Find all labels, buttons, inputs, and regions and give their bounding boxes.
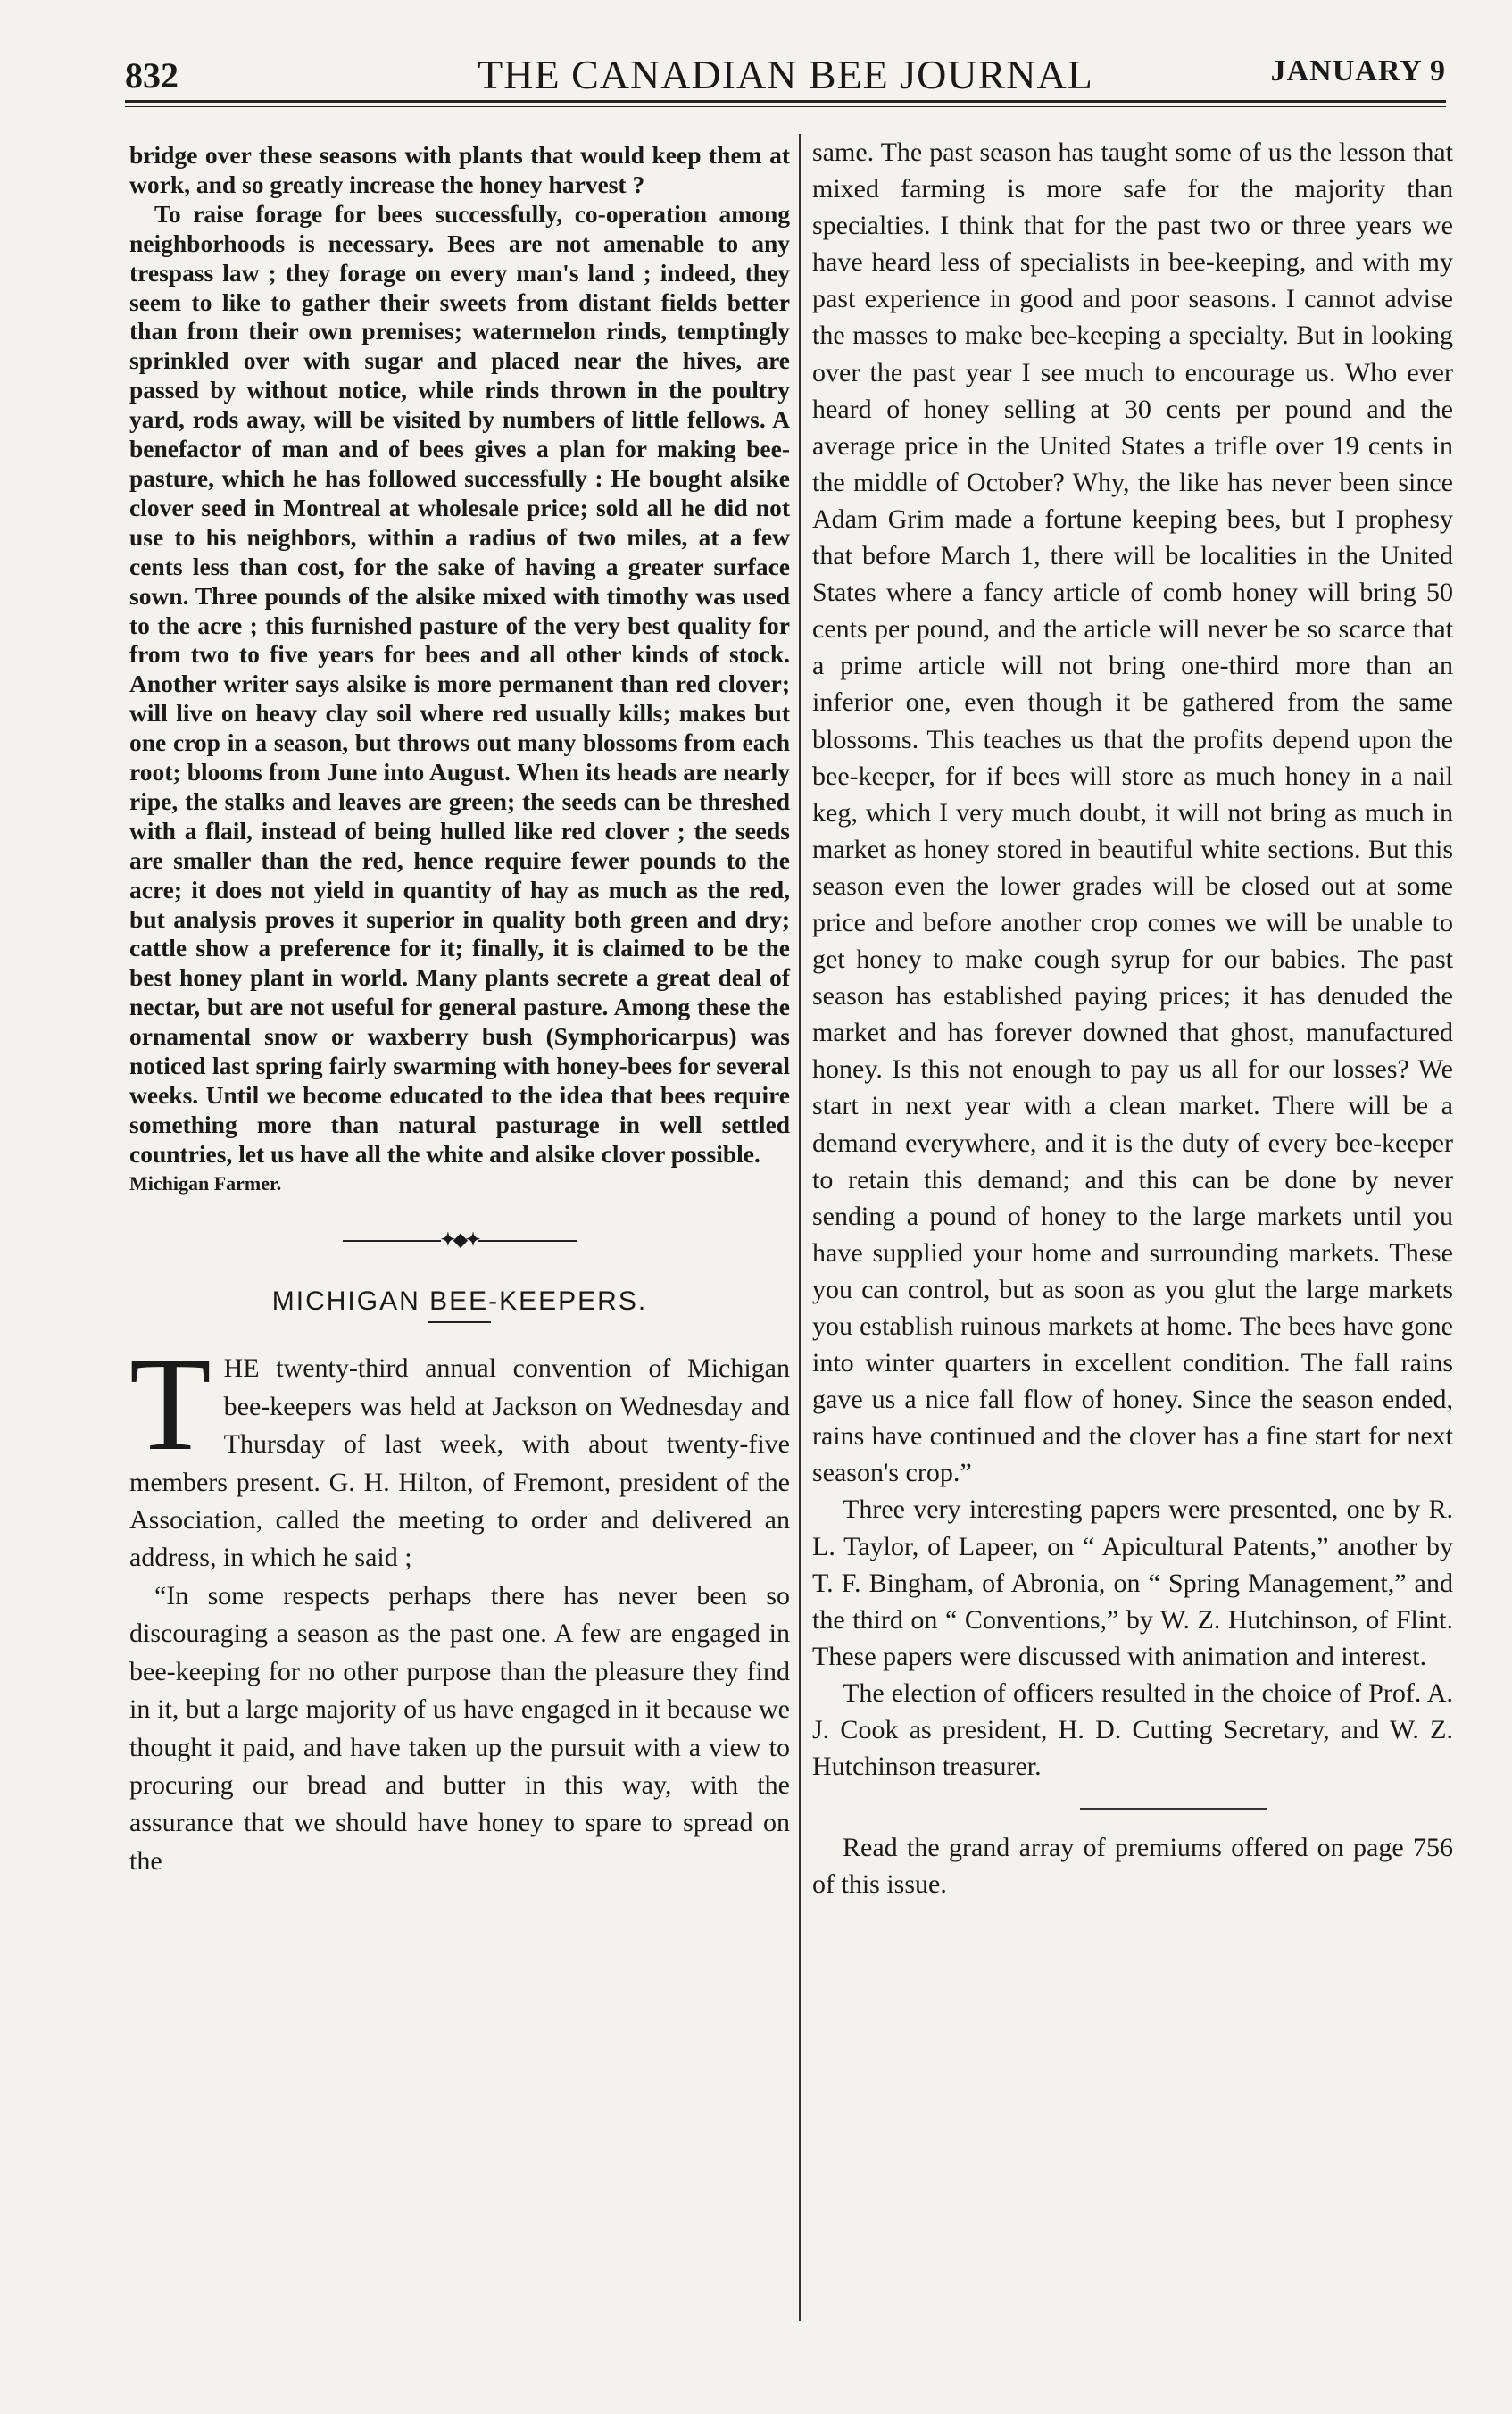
right-column [812, 134, 1453, 1902]
election-paragraph: The election of officers resulted in the choice of Prof. A. J. Cook as president, H. D. Cutting Secretary, and W. Z. Hutchinson treasurer. [812, 1677, 1453, 1782]
article-intro-paragraph [129, 1330, 790, 1577]
article-intro-text: HE twenty-third annual convention of Michigan bee-keepers was held at Jackson on Wednesday and Thursday of last week, with about twenty-five members present. G. H. Hilton, of Fremont, president of the Association, called the meeting to order and delivered an address, in which he said ; [129, 1353, 790, 1573]
premiums-notice: Read the grand array of premiums offered on page 756 of this issue. [812, 1833, 1453, 1900]
drop-cap: T [129, 1330, 212, 1479]
page-number: 832 [125, 55, 179, 96]
notice-rule [1080, 1808, 1267, 1810]
journal-title: THE CANADIAN BEE JOURNAL [478, 52, 1093, 97]
heading-rule [428, 1321, 491, 1323]
page-header [125, 49, 1446, 103]
address-quote-paragraph: “In some respects perhaps there has never been so discouraging a season as the past one. A few are engaged in bee-keeping for no other purpose than the pleasure they find in it, but a large majority of us have engaged in it because we thought it paid, and have taken up the pursuit with a view to procuring our bread and butter in this way, with the assurance that we should have honey to spare to spread on the [129, 1580, 790, 1876]
address-continuation-paragraph: same. The past season has taught some of us the lesson that mixed farming is more safe for the majority than specialties. I think that for the past two or three years we have heard less of specialists in bee-keeping, and with my past experience in good and poor seasons. I cannot advise the masses to make bee-keeping a specialty. But in looking over the past year I see much to encourage us. Who ever heard of honey selling at 30 cents per pound and the average price in the United States a trifle over 19 cents in the middle of October? Why, the like has never been since Adam Grim made a fortune keeping bees, but I prophesy that before March 1, there will be localities in the United States where a fancy article of comb honey will bring 50 cents per pound, and the article will never be so scarce that a prime article will not bring one-third more than an inferior one, even though it be gathered from the same blossoms. This teaches us that the profits depend upon the bee-keeper, for if bees will store as much honey in a nail keg, which I very much doubt, it will not bring as much in market as honey stored in beautiful white sections. But this season even the lower grades will be closed out at some price and before another crop comes we will be unable to get honey to make cough syrup for our babies. The past season has established paying prices; it has denuded the market and has forever downed that ghost, manufactured honey. Is this not enough to pay us all for our losses? We start in next year with a clean market. There will be a demand everywhere, and it is the duty of every bee-keeper to retain this demand; and this can be done by never sending a pound of honey to the large markets until you have supplied your home and surrounding markets. These you can control, but as soon as you glut the large markets you establish ruinous markets at home. The bees have gone into winter quarters in excellent condition. The fall rains gave us a nice fall flow of honey. Since the season ended, rains have continued and the clover has a fine start for next season's crop.” [812, 137, 1453, 1488]
column-divider [799, 134, 801, 2321]
issue-date: JANUARY 9 [1270, 54, 1446, 87]
article-byline: Michigan Farmer. [129, 1171, 282, 1195]
header-rule [125, 100, 1446, 107]
section-heading: MICHIGAN BEE-KEEPERS. [271, 1286, 648, 1316]
continued-paragraph: bridge over these seasons with plants that would keep them at work, and so greatly increase the honey harvest ? [129, 141, 790, 198]
bee-forage-paragraph: To raise forage for bees successfully, co-operation among neighborhoods is necessary. Bees are not amenable to any trespass law ; they forage on every man's land ; indeed, they seem to like to gather their sweets from distant fields better than from their own premises; watermelon rinds, temptingly sprinkled over with sugar and placed near the hives, are passed by without notice, while rinds thrown in the poultry yard, rods away, will be visited by numbers of little fellows. A benefactor of man and of bees gives a plan for making bee-pasture, which he has followed successfully : He bought alsike clover seed in Montreal at wholesale price; sold all he did not use to his neighbors, within a radius of two miles, at a few cents less than cost, for the sake of having a greater surface sown. Three pounds of the alsike mixed with timothy was used to the acre ; this furnished pasture of the very best quality for from two to five years for bees and all other kinds of stock. Another writer says alsike is more permanent than red clover; will live on heavy clay soil where red usually kills; makes but one crop in a season, but throws out many blossoms from each root; blooms from June into August. When its heads are nearly ripe, the stalks and leaves are green; the seeds can be threshed with a flail, instead of being hulled like red clover ; the seeds are smaller than the red, hence require fewer pounds to the acre; it does not yield in quantity of hay as much as the red, but analysis proves it superior in quality both green and dry; cattle show a preference for it; finally, it is claimed to be the best honey plant in world. Many plants secrete a great deal of nectar, but are not useful for general pasture. Among these the ornamental snow or waxberry bush (Symphoricarpus) was noticed last spring fairly swarming with honey-bees for several weeks. Until we become educated to the idea that bees require something more than natural pasturage in well settled countries, let us have all the white and alsike clover possible. [129, 199, 790, 1168]
left-column [129, 141, 790, 1880]
papers-paragraph: Three very interesting papers were presented, one by R. L. Taylor, of Lapeer, on “ Apicultural Patents,” another by T. F. Bingham, of Abronia, on “ Spring Management,” and the third on “ Conventions,” by W. Z. Hutchinson, of Flint. These papers were discussed with animation and interest. [812, 1494, 1453, 1671]
section-ornament: ✦◆✦ [129, 1226, 790, 1255]
